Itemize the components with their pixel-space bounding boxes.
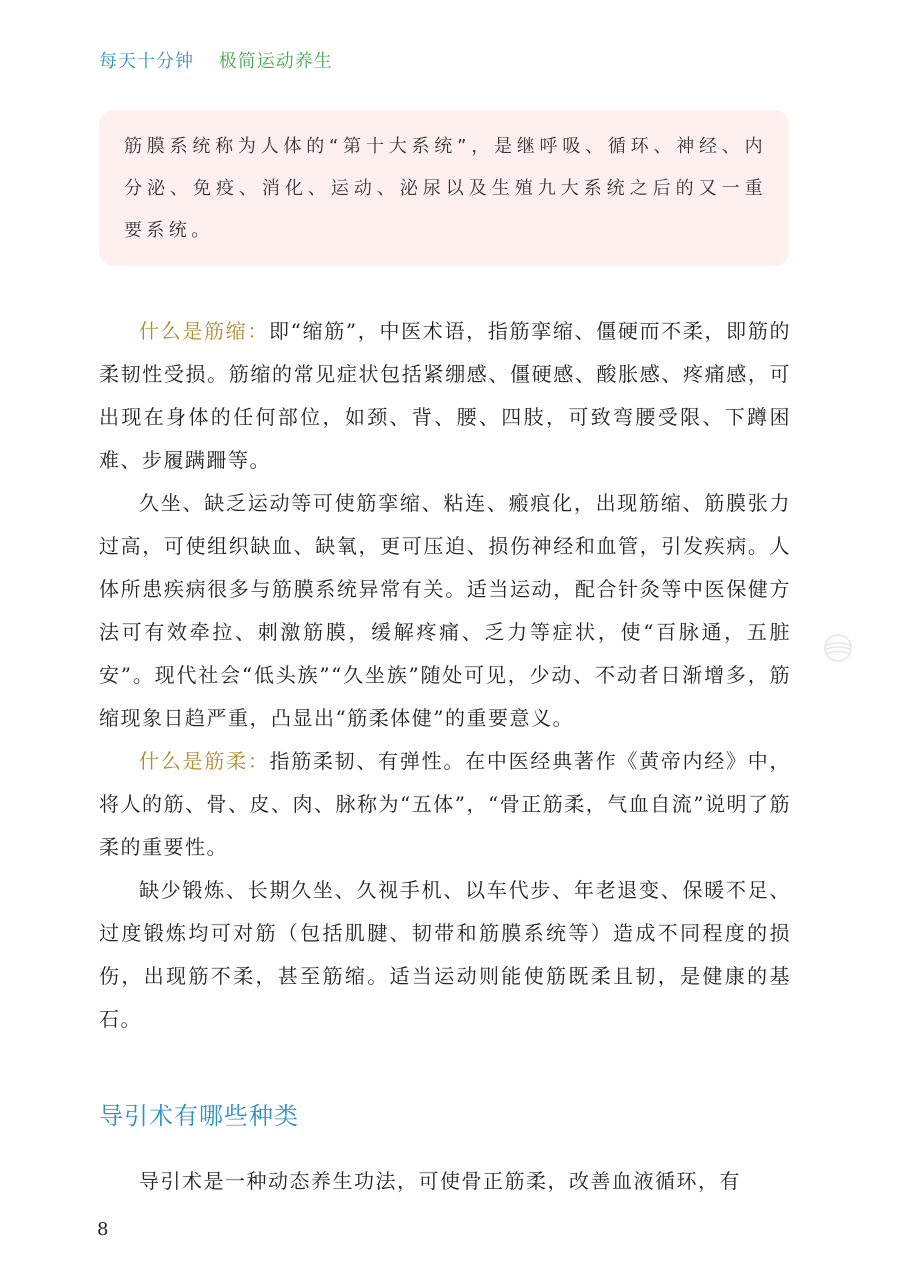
paragraph-damage xyxy=(99,869,791,1041)
chapter-title: 极简运动养生 xyxy=(218,51,333,72)
paragraph-text: 缺少锻炼、长期久坐、久视手机、以车代步、年老退变、保暖不足、过度锻炼均可对筋（包括肌腱、韧带和筋膜系统等）造成不同程度的损伤，出现筋不柔，甚至筋缩。适当运动则能使筋既柔且韧，是健康的基石。 xyxy=(99,878,791,1031)
term-jinrou: 什么是筋柔： xyxy=(139,749,270,773)
callout-text: 筋膜系统称为人体的“第十大系统”，是继呼吸、循环、神经、内分泌、免疫、消化、运动、泌尿以及生殖九大系统之后的又一重要系统。 xyxy=(124,136,767,241)
body-text xyxy=(99,310,791,1041)
paragraph-what-is-jinsuo xyxy=(99,310,791,482)
section-first-line: 导引术是一种动态养生功法，可使骨正筋柔，改善血液循环，有 xyxy=(139,1169,741,1193)
paragraph-text: 即“缩筋”，中医术语，指筋挛缩、僵硬而不柔，即筋的柔韧性受损。筋缩的常见症状包括紧绷感、僵硬感、酸胀感、疼痛感，可出现在身体的任何部位，如颈、背、腰、四肢，可致弯腰受限、下蹲困难、步履蹒跚等。 xyxy=(99,319,792,472)
paragraph-text: 指筋柔韧、有弹性。在中医经典著作《黄帝内经》中，将人的筋、骨、皮、肉、脉称为“五体”，“骨正筋柔，气血自流”说明了筋柔的重要性。 xyxy=(99,749,792,859)
paragraph-text: 久坐、缺乏运动等可使筋挛缩、粘连、瘢痕化，出现筋缩、筋膜张力过高，可使组织缺血、缺氧，更可压迫、损伤神经和血管，引发疾病。人体所患疾病很多与筋膜系统异常有关。适当运动，配合针灸等中医保健方法可有效牵拉、刺激筋膜，缓解疼痛、乏力等症状，使“百脉通，五脏安”。现代社会“低头族”“久坐族”随处可见，少动、不动者日渐增多，筋缩现象日趋严重，凸显出“筋柔体健”的重要意义。 xyxy=(99,491,791,730)
callout-box xyxy=(99,110,789,266)
book-title: 每天十分钟 xyxy=(99,51,194,72)
paragraph-what-is-jinrou xyxy=(99,740,791,869)
paragraph-causes xyxy=(99,482,791,740)
running-header xyxy=(99,50,333,74)
section-heading: 导引术有哪些种类 xyxy=(99,1102,299,1130)
cloud-ornament-icon xyxy=(818,632,858,664)
term-jinsuo: 什么是筋缩： xyxy=(139,319,270,343)
page-number: 8 xyxy=(97,1219,109,1240)
